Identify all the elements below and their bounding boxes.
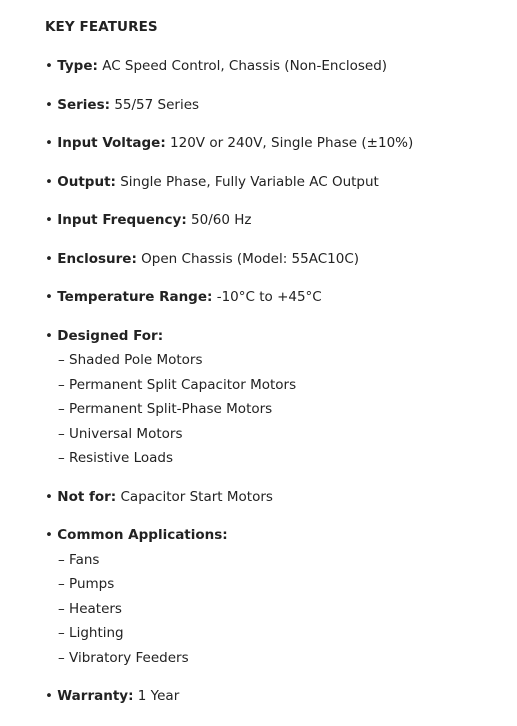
list-item xyxy=(45,351,505,370)
list-item xyxy=(45,400,505,419)
list-item-text: Permanent Split-Phase Motors xyxy=(69,401,273,417)
bullet: • xyxy=(45,527,53,543)
bullet: • xyxy=(45,173,53,190)
section-heading: KEY FEATURES xyxy=(45,19,158,35)
dash: – xyxy=(58,600,65,617)
bullet: • xyxy=(45,688,53,704)
feature-label: Input Frequency: xyxy=(57,212,187,228)
feature-value: Open Chassis (Model: 55AC10C) xyxy=(141,250,360,267)
feature-label: Enclosure: xyxy=(57,250,137,267)
list-item xyxy=(45,575,505,594)
feature-label: Temperature Range: xyxy=(57,289,213,305)
list-item xyxy=(45,649,505,668)
dash: – xyxy=(58,425,65,442)
feature-label: Not for: xyxy=(57,488,117,505)
list-item xyxy=(45,600,505,619)
feature-label: Designed For: xyxy=(57,327,164,344)
list-item xyxy=(45,624,505,643)
list-item-text: Lighting xyxy=(69,625,124,641)
feature-label: Type: xyxy=(57,58,98,74)
dash: – xyxy=(58,649,65,666)
list-item-text: Shaded Pole Motors xyxy=(69,352,203,368)
feature-label: Output: xyxy=(57,173,116,190)
list-item-text: Pumps xyxy=(69,576,115,592)
list-item xyxy=(45,425,505,444)
list-item-text: Resistive Loads xyxy=(69,450,173,466)
feature-value: 120V or 240V, Single Phase (±10%) xyxy=(170,135,414,151)
feature-value: -10°C to +45°C xyxy=(216,289,322,305)
dash: – xyxy=(58,625,65,641)
dash: – xyxy=(58,551,65,568)
feature-value: 1 Year xyxy=(137,688,180,704)
feature-designed-for xyxy=(45,327,505,469)
feature-input-frequency xyxy=(45,211,505,230)
bullet: • xyxy=(45,289,53,305)
feature-value: Capacitor Start Motors xyxy=(120,488,273,505)
feature-value: AC Speed Control, Chassis (Non-Enclosed) xyxy=(102,58,388,74)
feature-label: Series: xyxy=(57,96,111,113)
feature-value: 50/60 Hz xyxy=(191,212,252,228)
feature-common-applications xyxy=(45,526,505,668)
bullet: • xyxy=(45,488,53,505)
feature-not-for xyxy=(45,488,505,507)
bullet: • xyxy=(45,250,53,267)
list-item xyxy=(45,551,505,570)
feature-value: Single Phase, Fully Variable AC Output xyxy=(120,173,379,190)
dash: – xyxy=(58,450,65,466)
feature-label: Input Voltage: xyxy=(57,135,166,151)
list-item-text: Permanent Split Capacitor Motors xyxy=(69,376,297,393)
feature-enclosure xyxy=(45,250,505,269)
bullet: • xyxy=(45,135,53,151)
list-item-text: Universal Motors xyxy=(69,425,183,442)
bullet: • xyxy=(45,212,53,228)
list-item-text: Fans xyxy=(69,551,100,568)
bullet: • xyxy=(45,58,53,74)
key-features-section xyxy=(45,18,505,726)
dash: – xyxy=(58,376,65,393)
dash: – xyxy=(58,576,65,592)
feature-input-voltage xyxy=(45,134,505,153)
bullet: • xyxy=(45,96,53,113)
feature-series xyxy=(45,96,505,115)
dash: – xyxy=(58,352,65,368)
list-item-text: Heaters xyxy=(69,600,122,617)
feature-value: 55/57 Series xyxy=(114,96,200,113)
feature-label: Common Applications: xyxy=(57,527,228,543)
list-item xyxy=(45,449,505,468)
feature-output xyxy=(45,173,505,192)
list-item-text: Vibratory Feeders xyxy=(69,649,189,666)
dash: – xyxy=(58,401,65,417)
list-item xyxy=(45,376,505,395)
bullet: • xyxy=(45,327,53,344)
feature-label: Warranty: xyxy=(57,688,134,704)
feature-temperature-range xyxy=(45,288,505,307)
feature-warranty xyxy=(45,687,505,706)
feature-type xyxy=(45,57,505,76)
